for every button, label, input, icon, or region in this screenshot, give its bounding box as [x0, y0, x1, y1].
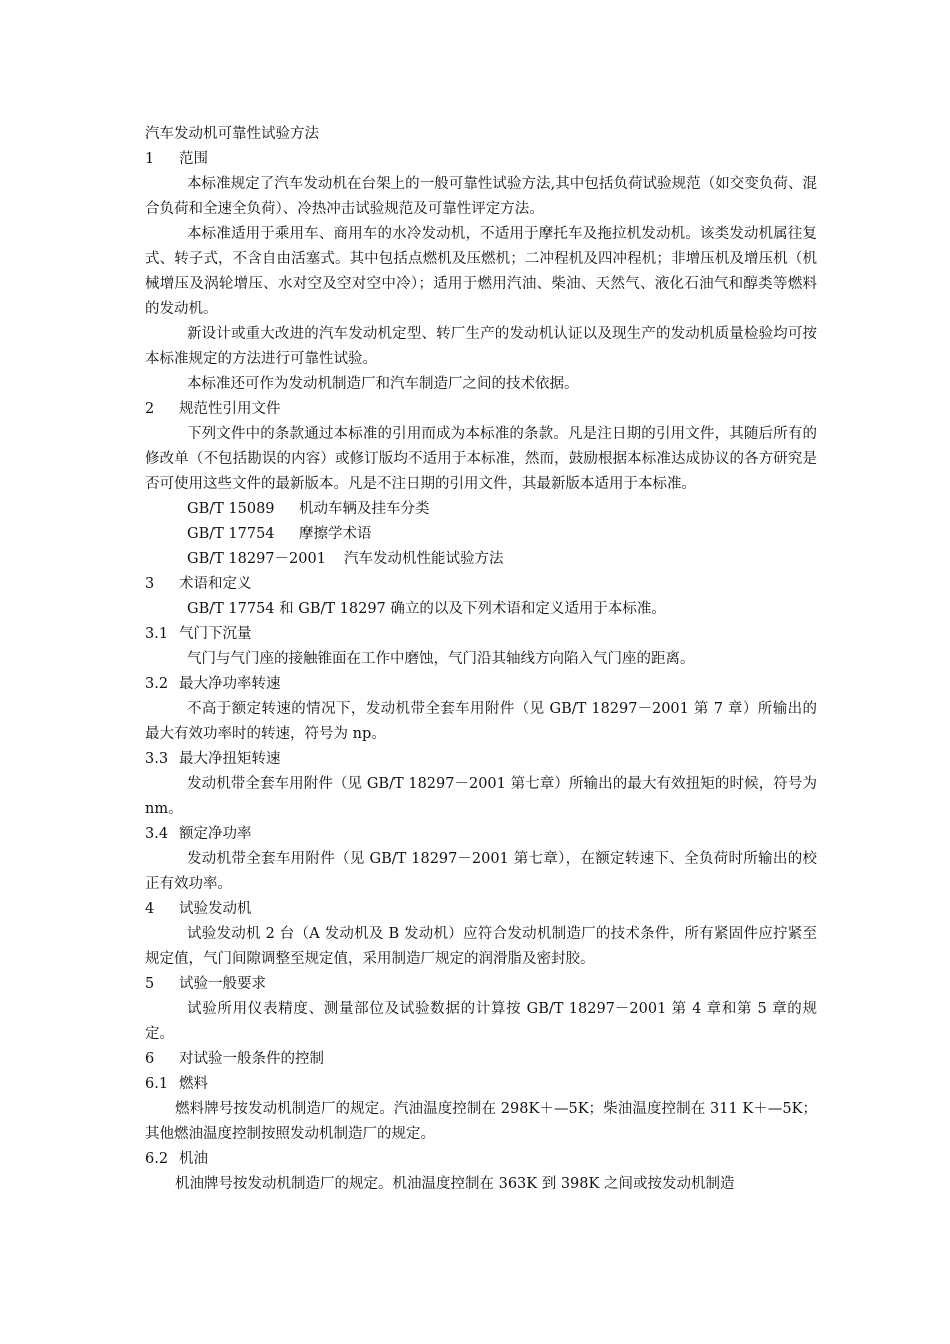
- section-number: 3: [145, 576, 155, 592]
- section-3-3-heading: [145, 747, 817, 772]
- section-number: 4: [145, 901, 155, 917]
- section-number: 6.2: [145, 1151, 169, 1167]
- paragraph: 下列文件中的条款通过本标准的引用而成为本标准的条款。凡是注日期的引用文件，其随后所有的修改单（不包括勘误的内容）或修订版均不适用于本标准，然而，鼓励根据本标准达成协议的各方研究是否可使用这些文件的最新版本。凡是不注日期的引用文件，其最新版本适用于本标准。: [145, 426, 817, 492]
- section-3-heading: [145, 572, 817, 597]
- document-page: [145, 122, 817, 1197]
- reference-title: 摩擦学术语: [299, 526, 372, 542]
- section-number: 3.2: [145, 676, 169, 692]
- paragraph: 试验所用仪表精度、测量部位及试验数据的计算按 GB/T 18297－2001 第 4 章和第 5 章的规定。: [145, 1001, 817, 1042]
- section-6-heading: [145, 1047, 817, 1072]
- paragraph: 新设计或重大改进的汽车发动机定型、转厂生产的发动机认证以及现生产的发动机质量检验均可按本标准规定的方法进行可靠性试验。: [145, 326, 817, 367]
- section-number: 5: [145, 976, 155, 992]
- paragraph: 气门与气门座的接触锥面在工作中磨蚀，气门沿其轴线方向陷入气门座的距离。: [187, 651, 695, 667]
- reference-code: GB/T 17754: [187, 526, 275, 542]
- section-6-2-heading: [145, 1147, 817, 1172]
- section-title: 最大净功率转速: [179, 676, 281, 692]
- section-4-heading: [145, 897, 817, 922]
- section-5-heading: [145, 972, 817, 997]
- paragraph: 发动机带全套车用附件（见 GB/T 18297－2001 第七章）所输出的最大有效扭矩的时候，符号为 nm。: [145, 776, 817, 817]
- section-number: 1: [145, 151, 155, 167]
- reference-title: 机动车辆及挂车分类: [299, 501, 430, 517]
- section-number: 6: [145, 1051, 155, 1067]
- paragraph: 机油牌号按发动机制造厂的规定。机油温度控制在 363K 到 398K 之间或按发动机制造: [175, 1176, 735, 1192]
- paragraph: 发动机带全套车用附件（见 GB/T 18297－2001 第七章），在额定转速下、全负荷时所输出的校正有效功率。: [145, 851, 817, 892]
- section-title: 术语和定义: [179, 576, 252, 592]
- section-1-heading: [145, 147, 817, 172]
- section-3-2-heading: [145, 672, 817, 697]
- reference-code: GB/T 18297－2001: [187, 551, 326, 567]
- section-3-1-heading: [145, 622, 817, 647]
- paragraph: 本标准适用于乘用车、商用车的水冷发动机，不适用于摩托车及拖拉机发动机。该类发动机属往复式、转子式，不含自由活塞式。其中包括点燃机及压燃机；二冲程机及四冲程机；非增压机及增压机（机械增压及涡轮增压、水对空及空对空中冷）；适用于燃用汽油、柴油、天然气、液化石油气和醇类等燃料的发动机。: [145, 226, 817, 317]
- section-6-1-heading: [145, 1072, 817, 1097]
- paragraph: 本标准还可作为发动机制造厂和汽车制造厂之间的技术依据。: [187, 376, 579, 392]
- section-number: 2: [145, 401, 155, 417]
- paragraph: 燃料牌号按发动机制造厂的规定。汽油温度控制在 298K＋—5K；柴油温度控制在 311 K＋—5K；其他燃油温度控制按照发动机制造厂的规定。: [145, 1101, 817, 1142]
- section-title: 额定净功率: [179, 826, 252, 842]
- section-title: 对试验一般条件的控制: [179, 1051, 324, 1067]
- doc-title: 汽车发动机可靠性试验方法: [145, 126, 319, 142]
- section-number: 6.1: [145, 1076, 169, 1092]
- section-title: 试验发动机: [179, 901, 252, 917]
- reference-code: GB/T 15089: [187, 501, 275, 517]
- section-number: 3.1: [145, 626, 169, 642]
- section-title: 试验一般要求: [179, 976, 266, 992]
- paragraph: 不高于额定转速的情况下，发动机带全套车用附件（见 GB/T 18297－2001 第 7 章）所输出的最大有效功率时的转速，符号为 np。: [145, 701, 817, 742]
- section-number: 3.4: [145, 826, 169, 842]
- reference-item: [145, 497, 817, 522]
- section-title: 机油: [179, 1151, 208, 1167]
- reference-item: [145, 547, 817, 572]
- reference-item: [145, 522, 817, 547]
- reference-title: 汽车发动机性能试验方法: [344, 551, 504, 567]
- section-title: 范围: [179, 151, 208, 167]
- section-title: 最大净扭矩转速: [179, 751, 281, 767]
- paragraph: 本标准规定了汽车发动机在台架上的一般可靠性试验方法,其中包括负荷试验规范（如交变负荷、混合负荷和全速全负荷）、冷热冲击试验规范及可靠性评定方法。: [145, 176, 817, 217]
- section-title: 气门下沉量: [179, 626, 252, 642]
- section-2-heading: [145, 397, 817, 422]
- paragraph: GB/T 17754 和 GB/T 18297 确立的以及下列术语和定义适用于本标准。: [187, 601, 666, 617]
- section-number: 3.3: [145, 751, 169, 767]
- paragraph: 试验发动机 2 台（A 发动机及 B 发动机）应符合发动机制造厂的技术条件，所有紧固件应拧紧至规定值，气门间隙调整至规定值，采用制造厂规定的润滑脂及密封胶。: [145, 926, 817, 967]
- section-title: 规范性引用文件: [179, 401, 281, 417]
- section-3-4-heading: [145, 822, 817, 847]
- section-title: 燃料: [179, 1076, 208, 1092]
